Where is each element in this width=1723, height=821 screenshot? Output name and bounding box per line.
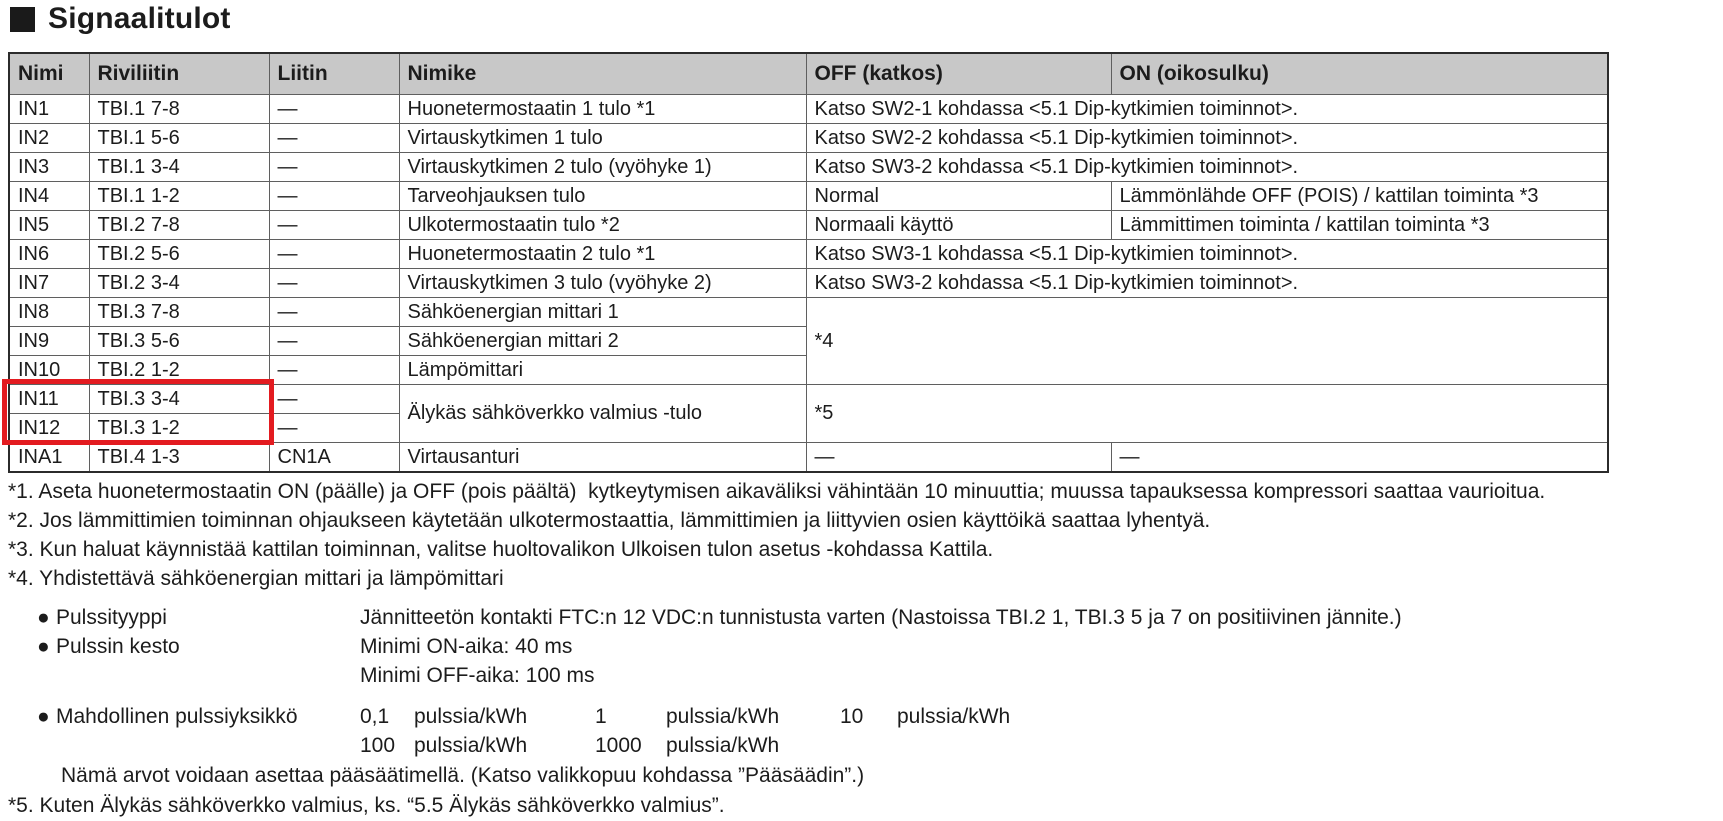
cell-name: IN3: [9, 153, 89, 182]
pulse-unit-value: 10: [840, 705, 864, 728]
table-row-ina1: [9, 443, 1608, 473]
cell-connector: —: [269, 95, 399, 124]
cell-terminal: TBI.1 5-6: [89, 124, 269, 153]
cell-group-note-5: *5: [806, 385, 1608, 443]
cell-connector: —: [269, 414, 399, 443]
cell-connector: —: [269, 385, 399, 414]
cell-connector: —: [269, 356, 399, 385]
cell-name: IN2: [9, 124, 89, 153]
cell-label: Huonetermostaatin 2 tulo *1: [399, 240, 806, 269]
cell-off: —: [806, 443, 1111, 473]
cell-connector: —: [269, 269, 399, 298]
table-row-in6: [9, 240, 1608, 269]
cell-terminal: TBI.1 1-2: [89, 182, 269, 211]
cell-name: IN10: [9, 356, 89, 385]
cell-name: IN11: [9, 385, 89, 414]
cell-label: Virtauskytkimen 1 tulo: [399, 124, 806, 153]
pulse-unit-unit: pulssia/kWh: [414, 734, 528, 757]
footnote-1: *1. Aseta huonetermostaatin ON (päälle) ja OFF (pois päältä) kytkeytymisen aikaväliksi vähintään 10 minuuttia; muussa tapauksessa kompressori saattaa vaurioitua.: [8, 480, 1546, 503]
cell-name: IN6: [9, 240, 89, 269]
pulse-specs: [8, 603, 1720, 790]
cell-terminal: TBI.2 5-6: [89, 240, 269, 269]
pulse-unit-value: [840, 731, 897, 760]
pulse-unit-value: 0,1: [360, 705, 390, 728]
pulse-duration-line-2: Minimi OFF-aika: 100 ms: [360, 664, 595, 687]
table-row-in5: [9, 211, 1608, 240]
bullet-icon: ●: [37, 606, 50, 629]
section-marker-icon: [10, 7, 35, 32]
cell-label: Tarveohjauksen tulo: [399, 182, 806, 211]
spec-pulse-duration: [37, 632, 1720, 690]
cell-terminal: TBI.3 3-4: [89, 385, 269, 414]
cell-off-on: Katso SW2-1 kohdassa <5.1 Dip-kytkimien toiminnot>.: [806, 95, 1608, 124]
cell-off-on: Katso SW3-2 kohdassa <5.1 Dip-kytkimien toiminnot>.: [806, 153, 1608, 182]
signal-inputs-table: [8, 52, 1609, 473]
cell-on: Lämmittimen toiminta / kattilan toiminta *3: [1111, 211, 1608, 240]
spec-pulse-unit-label: Mahdollinen pulssiyksikkö: [56, 705, 298, 728]
cell-name: IN8: [9, 298, 89, 327]
pulse-unit-unit: pulssia/kWh: [414, 705, 528, 728]
bullet-icon: ●: [37, 705, 50, 728]
footnote-2: *2. Jos lämmittimien toiminnan ohjaukseen käytetään ulkotermostaattia, lämmittimien ja liittyvien osien käyttöikä saattaa lyhentyä.: [8, 509, 1211, 532]
cell-on: Lämmönlähde OFF (POIS) / kattilan toiminta *3: [1111, 182, 1608, 211]
cell-terminal: TBI.1 3-4: [89, 153, 269, 182]
table-row-in3: [9, 153, 1608, 182]
cell-name: INA1: [9, 443, 89, 473]
cell-off: Normaali käyttö: [806, 211, 1111, 240]
spec-pulse-type-value: Jännitteetön kontakti FTC:n 12 VDC:n tunnistusta varten (Nastoissa TBI.2 1, TBI.3 5 ja 7 on positiivinen jännite.): [360, 606, 1402, 629]
column-header-on: ON (oikosulku): [1111, 53, 1608, 95]
cell-connector: CN1A: [269, 443, 399, 473]
cell-terminal: TBI.3 1-2: [89, 414, 269, 443]
footnote-4: *4. Yhdistettävä sähköenergian mittari ja lämpömittari: [8, 567, 504, 590]
cell-name: IN9: [9, 327, 89, 356]
cell-off: Normal: [806, 182, 1111, 211]
cell-label: Virtauskytkimen 2 tulo (vyöhyke 1): [399, 153, 806, 182]
cell-connector: —: [269, 240, 399, 269]
footnotes-section: [8, 477, 1720, 820]
cell-label: Ulkotermostaatin tulo *2: [399, 211, 806, 240]
table-header-row: [9, 53, 1608, 95]
cell-name: IN12: [9, 414, 89, 443]
cell-terminal: TBI.2 1-2: [89, 356, 269, 385]
spec-pulse-type: [37, 603, 1720, 632]
column-header-liitin: Liitin: [269, 53, 399, 95]
cell-terminal: TBI.3 7-8: [89, 298, 269, 327]
table-row-in4: [9, 182, 1608, 211]
cell-connector: —: [269, 124, 399, 153]
pulse-unit-unit: pulssia/kWh: [666, 734, 780, 757]
cell-terminal: TBI.2 7-8: [89, 211, 269, 240]
cell-group-note-4: *4: [806, 298, 1608, 385]
pulse-unit-value: 1000: [595, 734, 642, 757]
pulse-unit-unit: pulssia/kWh: [897, 705, 1011, 728]
cell-off-on: Katso SW2-2 kohdassa <5.1 Dip-kytkimien toiminnot>.: [806, 124, 1608, 153]
cell-label-merged: Älykäs sähköverkko valmius -tulo: [399, 385, 806, 443]
table-row-in2: [9, 124, 1608, 153]
cell-label: Lämpömittari: [399, 356, 806, 385]
pulse-unit-value: 100: [360, 734, 396, 757]
column-header-riviliitin: Riviliitin: [89, 53, 269, 95]
spec-pulse-duration-label: Pulssin kesto: [56, 635, 180, 658]
spec-pulse-unit: [37, 702, 1720, 760]
cell-name: IN7: [9, 269, 89, 298]
table-row-in7: [9, 269, 1608, 298]
cell-label: Virtausanturi: [399, 443, 806, 473]
table-row-in1: [9, 95, 1608, 124]
cell-label: Sähköenergian mittari 2: [399, 327, 806, 356]
settings-note: Nämä arvot voidaan asettaa pääsäätimellä. (Katso valikkopuu kohdassa ”Pääsäädin”.): [61, 764, 865, 787]
column-header-off: OFF (katkos): [806, 53, 1111, 95]
pulse-unit-row-2: [360, 731, 1720, 760]
spec-pulse-type-label: Pulssityyppi: [56, 606, 167, 629]
cell-name: IN5: [9, 211, 89, 240]
pulse-unit-value: 1: [595, 705, 607, 728]
cell-connector: —: [269, 327, 399, 356]
cell-off-on: Katso SW3-2 kohdassa <5.1 Dip-kytkimien toiminnot>.: [806, 269, 1608, 298]
bullet-icon: ●: [37, 635, 50, 658]
cell-label: Sähköenergian mittari 1: [399, 298, 806, 327]
cell-terminal: TBI.1 7-8: [89, 95, 269, 124]
cell-label: Huonetermostaatin 1 tulo *1: [399, 95, 806, 124]
column-header-nimike: Nimike: [399, 53, 806, 95]
pulse-unit-row-1: [360, 702, 1720, 731]
column-header-nimi: Nimi: [9, 53, 89, 95]
cell-name: IN4: [9, 182, 89, 211]
table-row-in8: [9, 298, 1608, 327]
cell-connector: —: [269, 153, 399, 182]
page-title: [10, 2, 231, 36]
cell-off-on: Katso SW3-1 kohdassa <5.1 Dip-kytkimien toiminnot>.: [806, 240, 1608, 269]
pulse-unit-unit: pulssia/kWh: [666, 705, 780, 728]
cell-label: Virtauskytkimen 3 tulo (vyöhyke 2): [399, 269, 806, 298]
footnote-3: *3. Kun haluat käynnistää kattilan toiminnan, valitse huoltovalikon Ulkoisen tulon asetus -kohdassa Kattila.: [8, 538, 994, 561]
cell-connector: —: [269, 298, 399, 327]
cell-terminal: TBI.3 5-6: [89, 327, 269, 356]
page-title-text: Signaalitulot: [48, 2, 231, 35]
cell-terminal: TBI.4 1-3: [89, 443, 269, 473]
cell-on: —: [1111, 443, 1608, 473]
cell-connector: —: [269, 211, 399, 240]
cell-terminal: TBI.2 3-4: [89, 269, 269, 298]
cell-connector: —: [269, 182, 399, 211]
footnote-5: *5. Kuten Älykäs sähköverkko valmius, ks. “5.5 Älykäs sähköverkko valmius”.: [8, 794, 725, 817]
cell-name: IN1: [9, 95, 89, 124]
pulse-unit-unit: [897, 731, 1720, 760]
table-row-in11: [9, 385, 1608, 414]
pulse-duration-line-1: Minimi ON-aika: 40 ms: [360, 635, 573, 658]
